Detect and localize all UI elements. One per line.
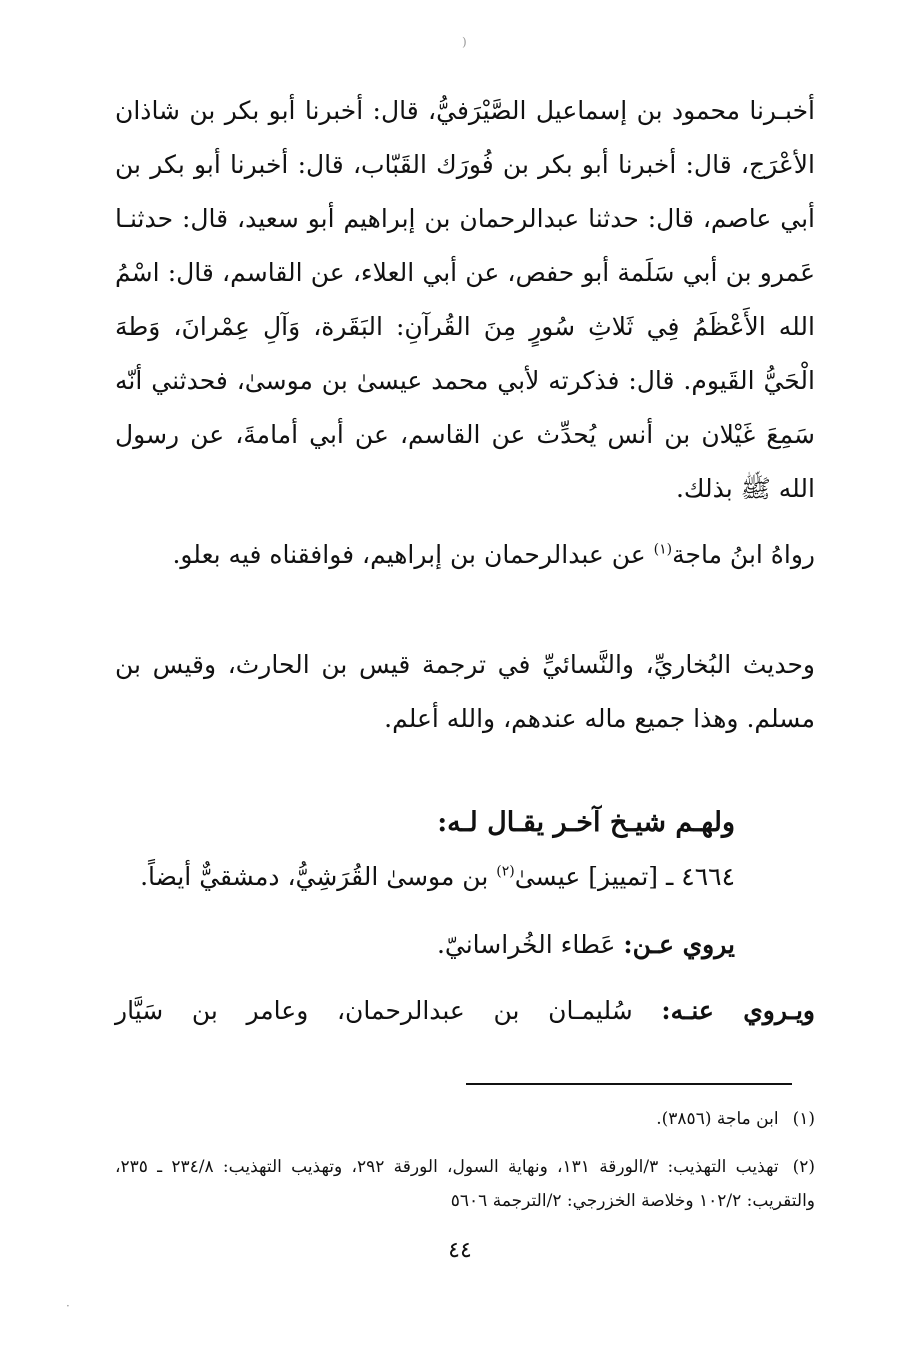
footnote-separator — [466, 1083, 792, 1085]
footnote-1 — [115, 1102, 815, 1136]
footnote-2-number: (٢) — [792, 1157, 815, 1177]
top-mark: ( — [462, 35, 467, 49]
narrated-by-label: ويـروي عنـه: — [661, 996, 815, 1025]
narrates-from-line — [437, 918, 735, 972]
paragraph-ibn-majah-after: عن عبدالرحمان بن إبراهيم، فوافقناه فيه بعلو. — [172, 540, 654, 569]
footnote-2-text: تهذيب التهذيب: ٣/الورقة ١٣١، ونهاية السول، الورقة ٢٩٢، وتهذيب التهذيب: ٢٣٤/٨ ـ ٢٣٥، والتقريب: ١٠٢/٢ وخلاصة الخزرجي: ٢/الترجمة ٥٦٠٦ — [115, 1157, 815, 1211]
paragraph-ibn-majah — [115, 528, 815, 582]
footnote-1-text: ابن ماجة (٣٨٥٦). — [656, 1109, 779, 1129]
scan-speck: · — [66, 1299, 70, 1313]
narrates-from-label: يروي عـن: — [623, 930, 735, 959]
page-number: ٤٤ — [448, 1238, 472, 1263]
paragraph-bukhari-nasai: وحديث البُخاريِّ، والنَّسائيِّ في ترجمة قيس بن الحارث، وقيس بن مسلم. وهذا جميع ماله عندهم، والله أعلم. — [115, 650, 815, 733]
paragraph-chain-of-narration: أخبـرنا محمود بن إسماعيل الصَّيْرَفيُّ، قال: أخبرنا أبو بكر بن شاذان الأعْرَج، قال: أخبرنا أبو بكر بن فُورَك القَبّاب، قال: أخبرنا أبو بكر بن أبي عاصم، قال: حدثنا عبدالرحمان بن إبراهيم أبو سعيد، قال: حدثنـا عَمرو بن أبي سَلَمة أبو حفص، عن أبي العلاء، عن القاسم، قال: اسْمُ الله الأَعْظَمُ فِي ثَلاثِ سُورٍ مِنَ القُرآنِ: البَقَرة، وَآلِ عِمْرانَ، وَطهَ الْحَيُّ القَيوم. قال: فذكرته لأبي محمد عيسىٰ بن موسىٰ، فحدثني أنّه سَمِعَ غَيْلان بن أنس يُحدِّث عن القاسم، عن أبي أمامةَ، عن رسول الله ﷺ بذلك. — [115, 96, 815, 503]
biography-entry-title — [140, 850, 735, 904]
entry-suffix: بن موسىٰ القُرَشِيُّ، دمشقيٌّ أيضاً. — [140, 862, 497, 891]
footnote-ref-1: (١) — [653, 541, 673, 558]
footnote-2 — [115, 1150, 815, 1218]
narrated-by-line — [115, 984, 815, 1038]
entry-prefix: ٤٦٦٤ ـ [تمييز] عيسىٰ — [514, 862, 735, 891]
narrated-by-value: سُليمـان بن عبدالرحمان، وعامر بن سَيَّار — [115, 996, 662, 1025]
footnote-ref-2: (٢) — [496, 863, 515, 880]
narrates-from-value: عَطاء الخُراسانيّ. — [436, 930, 624, 959]
footnote-1-number: (١) — [792, 1109, 815, 1129]
section-heading: ولهـم شيـخ آخـر يقـال لـه: — [437, 807, 735, 838]
paragraph-ibn-majah-before: رواهُ ابنُ ماجة — [672, 540, 815, 569]
